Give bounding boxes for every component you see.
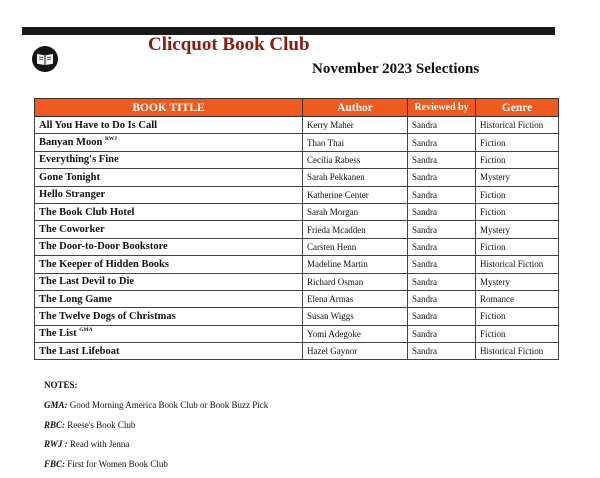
book-title-cell xyxy=(35,221,303,238)
table-row xyxy=(35,290,559,307)
reviewer-text: Sandra xyxy=(412,259,437,270)
reviewer-text: Sandra xyxy=(412,172,437,183)
book-title-cell xyxy=(35,256,303,273)
table-header-row xyxy=(35,99,559,117)
note-description: Reese's Book Club xyxy=(67,419,136,430)
book-icon xyxy=(36,52,54,66)
book-title-cell xyxy=(35,186,303,203)
author-cell xyxy=(303,256,408,273)
genre-cell xyxy=(476,169,559,186)
author-cell xyxy=(303,273,408,290)
genre-cell xyxy=(476,273,559,290)
table-row xyxy=(35,325,559,342)
book-title-text: The Twelve Dogs of Christmas xyxy=(39,310,176,322)
genre-text: Romance xyxy=(480,294,514,305)
author-cell xyxy=(303,290,408,307)
reviewer-text: Sandra xyxy=(412,276,437,287)
book-title-cell xyxy=(35,273,303,290)
author-text: Katherine Center xyxy=(307,189,369,200)
genre-cell xyxy=(476,343,559,360)
book-title-cell xyxy=(35,117,303,134)
note-item xyxy=(44,420,268,430)
author-text: Yomi Adegoke xyxy=(307,328,361,339)
club-name: Clicquot Book Club xyxy=(148,34,310,55)
reviewer-cell xyxy=(408,325,476,342)
note-abbreviation: FBC: xyxy=(44,458,66,469)
genre-cell xyxy=(476,238,559,255)
book-title-text: The Keeper of Hidden Books xyxy=(39,258,169,270)
author-cell xyxy=(303,343,408,360)
table-row xyxy=(35,256,559,273)
book-title-text: Gone Tonight xyxy=(39,171,100,183)
table-row xyxy=(35,117,559,134)
table-row xyxy=(35,169,559,186)
table-row xyxy=(35,134,559,151)
reviewer-cell xyxy=(408,151,476,168)
reviewer-text: Sandra xyxy=(412,311,437,322)
reviewer-text: Sandra xyxy=(412,120,437,131)
genre-text: Fiction xyxy=(480,328,506,339)
reviewer-text: Sandra xyxy=(412,241,437,252)
book-title-text: Hello Stranger xyxy=(39,189,106,201)
reviewer-cell xyxy=(408,308,476,325)
genre-text: Mystery xyxy=(480,276,510,287)
reviewer-text: Sandra xyxy=(412,207,437,218)
book-title-cell xyxy=(35,325,303,342)
author-cell xyxy=(303,134,408,151)
author-text: Hazel Gaynor xyxy=(307,346,358,357)
author-text: Sarah Morgan xyxy=(307,207,359,218)
genre-text: Historical Fiction xyxy=(480,259,544,270)
reviewer-cell xyxy=(408,203,476,220)
note-item xyxy=(44,439,268,449)
genre-cell xyxy=(476,186,559,203)
note-abbreviation: RBC: xyxy=(44,419,66,430)
book-title-cell xyxy=(35,343,303,360)
reviewer-text: Sandra xyxy=(412,189,437,200)
notes-heading: NOTES: xyxy=(44,380,78,390)
note-abbreviation: GMA: xyxy=(44,400,68,410)
reviewer-text: Sandra xyxy=(412,137,437,148)
genre-text: Fiction xyxy=(480,137,506,148)
book-title-cell xyxy=(35,134,303,151)
reviewer-cell xyxy=(408,273,476,290)
source-tag: GMA xyxy=(79,327,93,334)
author-text: Cecilia Rabess xyxy=(307,154,361,165)
book-title-text: The Coworker xyxy=(39,224,105,236)
note-description: Good Morning America Book Club or Book Buzz Pick xyxy=(69,400,269,410)
author-text: Richard Osman xyxy=(307,276,364,287)
genre-text: Mystery xyxy=(480,172,510,183)
book-title-text: The Long Game xyxy=(39,293,112,305)
author-text: Madeline Martin xyxy=(307,259,368,270)
genre-cell xyxy=(476,117,559,134)
book-title-text: The Book Club Hotel xyxy=(39,206,135,218)
author-text: Sarah Pekkanen xyxy=(307,172,365,183)
book-title-text: All You Have to Do Is Call xyxy=(39,119,158,131)
genre-text: Fiction xyxy=(480,189,506,200)
note-description: Read with Jenna xyxy=(69,439,130,449)
author-cell xyxy=(303,169,408,186)
genre-text: Mystery xyxy=(480,224,510,235)
reviewer-text: Sandra xyxy=(412,224,437,235)
note-description: First for Women Book Club xyxy=(67,458,168,469)
reviewer-cell xyxy=(408,134,476,151)
genre-text: Fiction xyxy=(480,241,506,252)
book-title-cell xyxy=(35,308,303,325)
note-abbreviation: RWJ : xyxy=(44,439,68,449)
table-row xyxy=(35,238,559,255)
author-cell xyxy=(303,186,408,203)
column-header-genre: Genre xyxy=(476,99,559,117)
table-row xyxy=(35,221,559,238)
table-row xyxy=(35,273,559,290)
author-text: Thao Thai xyxy=(307,137,345,148)
reviewer-text: Sandra xyxy=(412,346,437,357)
author-text: Susan Wiggs xyxy=(307,311,354,322)
reviewer-cell xyxy=(408,117,476,134)
selection-title: November 2023 Selections xyxy=(312,61,480,77)
genre-cell xyxy=(476,308,559,325)
column-header-book-title: BOOK TITLE xyxy=(35,99,303,117)
genre-text: Fiction xyxy=(480,311,506,322)
table-row xyxy=(35,308,559,325)
genre-text: Fiction xyxy=(480,207,506,218)
reviewer-cell xyxy=(408,290,476,307)
author-cell xyxy=(303,325,408,342)
genre-text: Fiction xyxy=(480,154,506,165)
book-title-text: The Last Lifeboat xyxy=(39,345,120,357)
table-body xyxy=(35,117,559,360)
reviewer-cell xyxy=(408,238,476,255)
genre-cell xyxy=(476,134,559,151)
book-title-text: The Last Devil to Die xyxy=(39,276,135,288)
reviewer-cell xyxy=(408,221,476,238)
book-club-logo xyxy=(32,46,58,72)
book-title-cell xyxy=(35,203,303,220)
reviewer-text: Sandra xyxy=(412,328,437,339)
notes-list xyxy=(44,400,268,469)
book-title-cell xyxy=(35,238,303,255)
genre-text: Historical Fiction xyxy=(480,120,544,131)
reviewer-cell xyxy=(408,343,476,360)
column-header-author: Author xyxy=(303,99,408,117)
author-cell xyxy=(303,221,408,238)
selections-table xyxy=(34,98,559,360)
table-row xyxy=(35,186,559,203)
book-title-text: Everything's Fine xyxy=(39,154,119,166)
genre-cell xyxy=(476,203,559,220)
author-text: Kerry Maher xyxy=(307,120,354,131)
genre-text: Historical Fiction xyxy=(480,346,544,357)
reviewer-cell xyxy=(408,256,476,273)
reviewer-cell xyxy=(408,186,476,203)
genre-cell xyxy=(476,221,559,238)
book-title-cell xyxy=(35,151,303,168)
author-text: Elena Armas xyxy=(307,294,354,305)
reviewer-text: Sandra xyxy=(412,154,437,165)
genre-cell xyxy=(476,151,559,168)
source-tag: RWJ xyxy=(104,136,117,143)
genre-cell xyxy=(476,325,559,342)
book-title-cell xyxy=(35,290,303,307)
author-text: Carsten Henn xyxy=(307,241,357,252)
author-cell xyxy=(303,308,408,325)
reviewer-text: Sandra xyxy=(412,294,437,305)
author-text: Frieda Mcadden xyxy=(307,224,366,235)
reviewer-cell xyxy=(408,169,476,186)
book-title-text: Banyan Moon xyxy=(39,137,103,149)
table-row xyxy=(35,151,559,168)
book-title-text: The Door-to-Door Bookstore xyxy=(39,241,168,253)
notes-section xyxy=(44,380,268,478)
genre-cell xyxy=(476,256,559,273)
author-cell xyxy=(303,117,408,134)
author-cell xyxy=(303,151,408,168)
book-title-cell xyxy=(35,169,303,186)
genre-cell xyxy=(476,290,559,307)
author-cell xyxy=(303,238,408,255)
note-item xyxy=(44,400,268,410)
column-header-reviewed-by: Reviewed by xyxy=(408,99,476,117)
table-row xyxy=(35,203,559,220)
note-item xyxy=(44,459,268,469)
table-row xyxy=(35,343,559,360)
book-title-text: The List xyxy=(39,328,77,340)
author-cell xyxy=(303,203,408,220)
